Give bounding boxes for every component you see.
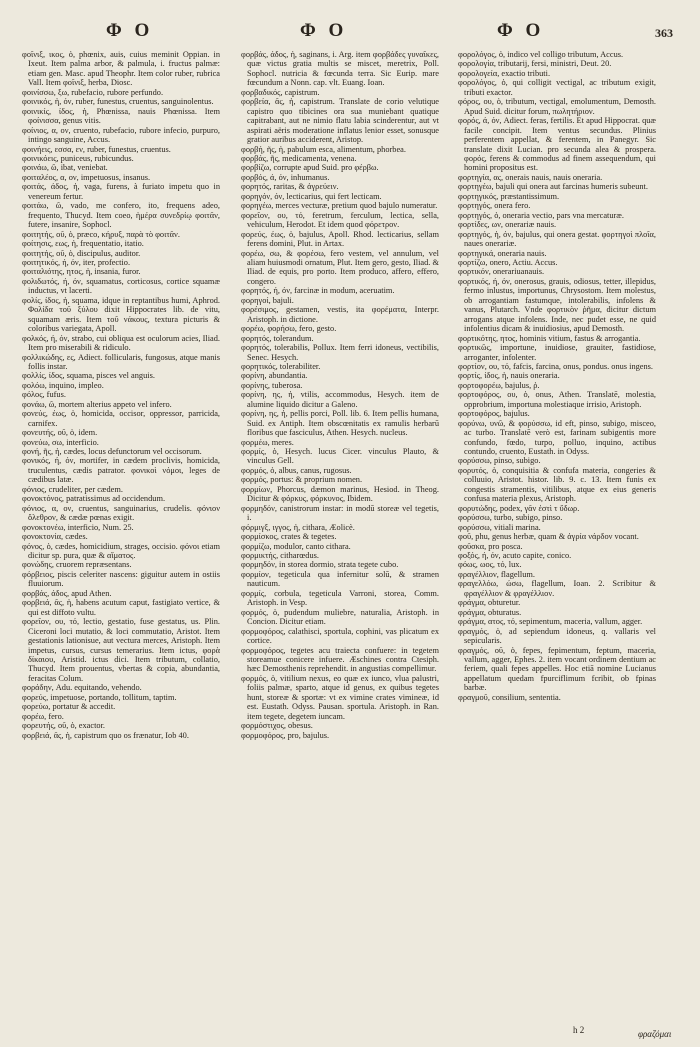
dictionary-entry: φορηγέω, merces vecturæ, pretium quod bajulo numeratur.: [241, 201, 438, 211]
dictionary-entry: φορολογία, tributarij, fersi, ministri, Deut. 20.: [458, 59, 612, 69]
dictionary-entry: φορτηγός, ὁ, oneraria vectio, pars vna mercaturæ.: [458, 210, 624, 220]
dictionary-entry: φορεῖον, ου, τό, feretrum, ferculum, lectica, sella, vehiculum, Herodot. Et idem quod φόρετρον.: [241, 210, 439, 230]
dictionary-entry: φορμίς, ὁ, Hesych. lucus Cicer. vinculus Plauto, & vinculus Gell.: [241, 447, 439, 466]
running-head-right: Φ Ο: [497, 20, 545, 41]
dictionary-entry: φορητός, ή, όν, farcinæ in modum, aceruatim.: [241, 286, 395, 296]
dictionary-entry: φορβαδικός, capistrum.: [241, 87, 320, 97]
dictionary-entry: φορβειά, ᾶς, ἡ, capistrum quo os frænatur, Iob 40.: [22, 730, 189, 740]
dictionary-entry: φορίνη, ης, ἡ, vtilis, accommodus, Hesych. item de alumine liquido dicitur a Galeno.: [241, 390, 439, 409]
dictionary-entry: φορτίδες, ων, onerariæ nauis.: [458, 220, 557, 230]
dictionary-entry: φόρμιγξ, ιγγος, ἡ, cithara, Æolicè.: [241, 522, 355, 532]
dictionary-entry: φονικός, ή, όν, mortifer, in cædem proclivis, homicida, truculentus, cædis patrator. φονικοὶ νόμοι, leges de cædibus latæ.: [22, 456, 220, 485]
dictionary-entry: φοίνιος, α, ον, cruento, rubefacio, rubore infecio, purpuro, intingo sanguine, Accus.: [22, 125, 220, 145]
dictionary-entry: φοράδην, Adu. equitando, vehendo.: [22, 683, 142, 693]
signature-mark: h 2: [573, 1025, 585, 1035]
dictionary-entry: φορεύς, έως, ὁ, bajulus, Apoll. Rhod. lecticarius, sellam ferens domini, Plut. in Artax.: [241, 229, 439, 249]
dictionary-entry: φορμηδόν, canistrorum instar: in modū storeæ vel tegetis, i.: [241, 503, 439, 523]
dictionary-entry: φράγμα, obturatus.: [458, 607, 522, 617]
dictionary-entry: φορεῖον, ου, τό, lectio, gestatio, fuse gestatus, us. Plin. Ciceroni loci mutatio, & loci commutatio, Aristot. Item gestationis lationisue, aut vectura merces, Aristoph. Item impetus, cursus, cursus temerarius. Item ictus, φορὰ δίκαιου, Aristid. ictus dici. Item tributum, collatio, Thucyd. Item prouentus, vbertas & copia, abundantia, feracitas Colum.: [22, 617, 220, 683]
dictionary-entry: φορίνη, abundantia.: [241, 371, 308, 381]
dictionary-entry: φορμίζω, modulor, canto cithara.: [241, 541, 351, 551]
dictionary-entry: φορτηγία, ας, onerais nauis, nauis oneraria.: [458, 172, 603, 182]
dictionary-entry: φόνιος, crudeliter, per cædem.: [22, 484, 123, 494]
dictionary-entry: φράγμα, obturetur.: [458, 598, 521, 608]
dictionary-entry: φολκός, ή, όν, strabo, cui obliqua est oculorum acies, Iliad. Item pro miserabili & ridiculo.: [22, 333, 220, 353]
dictionary-entry: φορμός, ὁ, pudendum muliebre, naturalia, Aristoph. in Concion. Dicitur etiam.: [241, 607, 439, 627]
dictionary-entry: φορτηγικά, oneraria nauis.: [458, 248, 547, 258]
dictionary-entry: φορβάς, άδος, ἡ, saginans, i. Arg. item φορβάδες γυναῖκες, quæ victus gratia multis se miscet, meretrix, Poll. Sophocl. nutricia & fœcunda terra. Sic Eurip. mare fœcundum a Nonn. cap. vlt. Euang. Ioan.: [241, 50, 439, 88]
dictionary-entry: φοινάω, ῶ, ibat, veniebat.: [22, 163, 108, 173]
dictionary-entry: φορμίον, tegeticula qua infernitur solū, & stramen nauticum.: [241, 569, 439, 589]
dictionary-entry: φορύνω, υνῶ, & φορύσσω, id eft, pinso, subigo, misceo, ac turbo. Translatē verò est, farinam subigentis more confundo, fœdo, turpo, polluo, inquino, actibus contundo, cruento, Eustath. in Odyss.: [458, 418, 656, 457]
dictionary-entry: φορβειά, ᾶς, ἡ, habens acutum caput, fastigiato vertice, & qui est diffoto vultu.: [22, 598, 220, 617]
dictionary-entry: φορυτός, ὁ, conquisitia & confufa materia, congeries & colluuio, Aristot. histor. lib. 9. c. 13. Item funis ex congestis stramentis, vitilibus, atque ex eius generis confusa materia plexus, Aristoph.: [458, 465, 656, 504]
dictionary-entry: φορμίσκος, crates & tegetes.: [241, 532, 337, 542]
dictionary-entry: φορευτής, οῦ, ὁ, exactor.: [22, 721, 105, 731]
dictionary-entry: φοιταλιότης, ητος, ἡ, insania, furor.: [22, 267, 141, 277]
dictionary-entry: φορβίζω, corrupte apud Suid. pro φέρβω.: [241, 163, 379, 173]
dictionary-entry: φονοκτονέω, interficio, Num. 25.: [22, 522, 134, 532]
dictionary-entry: φοιταλέος, α, ον, impetuosus, insanus.: [22, 172, 151, 182]
dictionary-entry: φραγμός, ὁ, ad sepiendum idoneus, q. vallaris vel sepicularis.: [458, 626, 656, 646]
dictionary-entry: φραγμός, οῦ, ὁ, fepes, fepimentum, feptum, maceria, vallum, agger, Ephes. 2. item vocant ordinem dentium ac feriem, quali fepes appelles. Hoc etiā nomine Lucianus appellatum quedam fpurciflimum fcribit, ob fpinas barbæ.: [458, 645, 656, 693]
dictionary-entry: φορμοφόρος, tegetes acu traiecta confuere: in tegetem storeamue conicere infuere. Æschines contra Ctesiph. hæc Demosthenis reprehendit. in angustias compellimur.: [241, 645, 439, 674]
dictionary-entry: φοιτητής, οῦ, ὁ, discipulus, auditor.: [22, 248, 141, 258]
dictionary-entry: φοινήεις, εσσα, εν, ruber, funestus, cruentus.: [22, 144, 171, 154]
dictionary-entry: φορτικῶς, importune, inuidiose, grauiter, fastidiose, arroganter, infolenter.: [458, 343, 656, 362]
running-head-center: Φ Ο: [300, 20, 348, 41]
dictionary-entry: φόρβειος, piscis celeriter nascens: giguitur autem in ostiis fluuiorum.: [22, 569, 220, 589]
dictionary-entry: φορτικός, ή, όν, onerosus, grauis, odiosus, tetter, illepidus, fermo inlustus, importunus, Chrysostom. Item molestus, ob arrogantiam fastumque, intolerabilis, infolens & vanus, Plutarch. Vnde φορτικὸν ῥῆμα, dicitur dictum arrogans atque infolens. Inde, nec pudet esse, ne quid infolentius dicam & inuidiosius, apud Demosth.: [458, 276, 656, 334]
dictionary-entry: φορηγόν, όν, lecticarius, qui fert lecticam.: [241, 191, 382, 201]
dictionary-entry: φορίνη, ης, ἡ, pellis porci, Poll. lib. 6. Item pellis humana, Suid. ex Antiph. Item obscœnitatis ex ramulis herbarū floribus que fasciculus, Athen. Hesych. nucleus.: [241, 409, 439, 438]
dictionary-entry: φραγελλόω, ώσω, flagellum, Ioan. 2. Scribitur & φραγέλλιον & φραγέλλιον.: [458, 579, 656, 598]
dictionary-entry: φορτηγέω, bajuli qui onera aut farcinas humeris subeunt.: [458, 182, 648, 192]
dictionary-entry: φοιτάω, ῶ, vado, me confero, ito, frequens adeo, frequento, Thucyd. Item coeo, ἡμέρα συνεδρίῳ φοιτᾶν, futere, insanire, Sophocl.: [22, 201, 220, 230]
dictionary-entry: φορτίζω, onero, Actiu. Accus.: [458, 257, 558, 267]
dictionary-entry: φονεύς, έως, ὁ, homicida, occisor, oppressor, parricida, carnifex.: [22, 409, 220, 428]
running-head-left: Φ Ο: [106, 20, 154, 41]
dictionary-entry: φορολογεία, exactio tributi.: [458, 68, 551, 78]
dictionary-entry: φοιτάς, άδος, ἡ, vaga, furens, à furiato impetu quo in venereum fertur.: [22, 182, 220, 201]
dictionary-entry: φορτίς, ίδος, ἡ, nauis oneraria.: [458, 371, 560, 381]
dictionary-entry: φορητός, tolerandum.: [241, 333, 314, 343]
dictionary-entry: φορμέω, meres.: [241, 437, 294, 447]
dictionary-entry: φορολόγος, ὁ, qui colligit vectigal, ac tributum exigit, tributi exactor.: [458, 78, 656, 97]
dictionary-entry: φολίς, ίδος, ἡ, squama, idque in reptantibus humi, Aphrod. Φολίδα τοῦ ξύλου dixit Hippocrates lib. de vitu, squamam æris. Item τοῦ νάκους, textura picturis & coloribus variegata, Apoll.: [22, 295, 220, 334]
dictionary-entry: φοίτησις, εως, ἡ, frequentatio, itatio.: [22, 239, 144, 249]
dictionary-entry: φορός, ά, όν, Adiect. feras, fertilis. Et apud Hippocrat. quæ facile concipit. Item ventus secundus. Plinius perferentem appellat, & ferentem, in Panegyr. Sic translate dixit Lucian. pro secunda alea & prospera. φορός, ferens & commodus ad finem assequendum, qui homini propositus est.: [458, 116, 656, 173]
dictionary-entry: φόως, ωος, τό, lux.: [458, 560, 522, 570]
column-left: [22, 50, 220, 740]
dictionary-entry: φραγέλλιον, flagellum.: [458, 569, 535, 579]
dictionary-entry: φονοκτονία, cædes.: [22, 532, 88, 542]
dictionary-entry: φορμός, ὁ, albus, canus, rugosus.: [241, 465, 352, 475]
dictionary-entry: φορτοφόρος, bajulus.: [458, 409, 530, 419]
catchword: φραζόμαι: [638, 1029, 672, 1039]
dictionary-entry: φορβός, ά, όν, inhumanus.: [241, 172, 330, 182]
dictionary-entry: φορεύω, portatur & accedit.: [22, 702, 116, 712]
dictionary-entry: φορύσσω, pinso, subigo.: [458, 456, 541, 466]
dictionary-entry: φορέω, φορήσω, fero, gesto.: [241, 324, 337, 334]
dictionary-entry: φορτοφορέω, bajulus, ῥ.: [458, 380, 540, 390]
dictionary-entry: φοῦσκα, pro posca.: [458, 541, 523, 551]
dictionary-entry: φοιτητής, οῦ, ὁ, præco, κήρυξ, παρὰ τὸ φοιτᾶν.: [22, 229, 180, 239]
dictionary-entry: φορύσσω, turbo, subigo, pinso.: [458, 513, 563, 523]
dictionary-entry: φορητός, tolerabilis, Pollux. Item ferri idoneus, vectibilis, Senec. Hesych.: [241, 343, 439, 362]
dictionary-entry: φοινικός, ἡ, όν, ruber, funestus, cruentus, sanguinolentus.: [22, 97, 214, 107]
dictionary-entry: φορυτώδης, podex, γᾶν ἐστὶ τ ὔδωρ.: [458, 503, 580, 513]
dictionary-entry: φορύσσω, vitiali marina.: [458, 522, 541, 532]
page-number: 363: [655, 26, 673, 40]
dictionary-entry: φορμός, portus: & proprium nomen.: [241, 475, 363, 485]
dictionary-entry: φορέσιμος, gestamen, vestis, ita φορέματα, Interpr. Aristoph. in dictione.: [241, 305, 439, 324]
dictionary-entry: φονευτής, οῦ, ὁ, idem.: [22, 428, 98, 438]
dictionary-entry: φόνος, ὁ, cædes, homicidium, strages, occisio. φόνοι etiam dicitur sp. pura, quæ & αἵματος.: [22, 541, 220, 561]
dictionary-entry: φορμοφόρος, pro, bajulus.: [241, 730, 330, 740]
dictionary-entry: φορίνης, tuberosa.: [241, 380, 303, 390]
dictionary-entry: φράγμα, ατος, τό, sepimentum, maceria, vallum, agger.: [458, 617, 643, 627]
dictionary-entry: φόρος, ου, ὁ, tributum, vectigal, emolumentum, Demosth. Apud Suid. dicitur forum, πωλητήριον.: [458, 97, 656, 116]
dictionary-entry: φορεύς, impetuose, portando, tollitum, taptim.: [22, 692, 177, 702]
dictionary-entry: φορτίον, ου, τό, fafcis, farcina, onus, pondus. onus ingens.: [458, 361, 653, 371]
dictionary-entry: φονώδης, cruorem repræsentans.: [22, 560, 132, 570]
dictionary-entry: φορβεία, ᾶς, ἡ, capistrum. Translate de corio velutique capistro quo tibicines ora sua muniebant quatique capitrabant, aut ne nimio flatu labia scinderentur, aut vt aspirati aëris moderatione inflatus lenior esset, sonusque gratior auribus acciderent, Aristop.: [241, 97, 439, 145]
dictionary-entry: φορβάς, ῆς, medicamenta, venena.: [241, 153, 357, 163]
dictionary-entry: φορτηγός, onera fero.: [458, 201, 531, 211]
dictionary-entry: φολιδωτός, ή, όν, squamatus, corticosus, cortice squamæ inductus, vt lacerti.: [22, 276, 220, 296]
dictionary-entry: φολόω, inquino, impleo.: [22, 380, 104, 390]
dictionary-entry: φόλος, fufus.: [22, 390, 66, 400]
dictionary-entry: φορμόστιχος, obesus.: [241, 721, 313, 731]
dictionary-entry: φορητικός, tolerabiliter.: [241, 361, 321, 371]
dictionary-entry: φορτηγός, ἡ, όν, bajulus, qui onera gestat. φορτηγοὶ πλοῖα, naues onerariæ.: [458, 229, 656, 249]
column-right: [458, 50, 656, 702]
dictionary-entry: φολλίς, ίδος, squama, pisces vel anguis.: [22, 371, 155, 381]
running-header: [0, 20, 700, 50]
dictionary-entry: φονάω, ῶ, mortem alterius appeto vel infero.: [22, 399, 172, 409]
dictionary-entry: φορητός, raritas, & ἀγρεύειν.: [241, 182, 339, 192]
dictionary-entry: φορτοφόρος, ου, ὁ, onus, Athen. Translatē, molestia, opprobrium, importuna molestiaque irrisio, Aristoph.: [458, 390, 656, 409]
dictionary-entry: φονεύω, σω, interficio.: [22, 437, 99, 447]
dictionary-entry: φορμίς, corbula, tegeticula Varroni, storea, Comm. Aristoph. in Vesp.: [241, 588, 439, 608]
dictionary-entry: φορμός, ὁ, vitilium nexus, eo quæ ex iunco, vlua palustri, foliis palmæ, sparto, atque id genus, ex quibus tegetes hunt, storeæ & sportæ: vt ex vimine crates vimineæ, id est. Eustath. Odyss. Pausan. sportula. Aristoph. in Ran. item tegete, degetem iuncam.: [241, 673, 439, 721]
dictionary-entry: φορμικτής, citharœdus.: [241, 551, 319, 561]
dictionary-entry: φορβάς, άδος, apud Athen.: [22, 588, 112, 598]
dictionary-entry: φορτικότης, ητος, hominis vitium, fastus & arrogantia.: [458, 333, 641, 343]
dictionary-entry: φονή, ῆς, ἡ, cædes, locus defunctorum vel occisorum.: [22, 447, 202, 457]
dictionary-entry: φορμίων, Phorcus, dæmon marinus, Hesiod. in Theog. Dicitur & φόρκυς, φόρκυνος, Ibidem.: [241, 484, 439, 504]
dictionary-entry: φορβή, ῆς, ἡ, pabulum esca, alimentum, phorbea.: [241, 144, 406, 154]
dictionary-entry: φοῦ, phu, genus herbæ, quam & ἀγρία νάρδον vocant.: [458, 532, 639, 542]
dictionary-entry: φορμηδόν, in storea dormio, strata tegete cubo.: [241, 560, 399, 570]
dictionary-entry: φοινικόεις, puniceus, rubicundus.: [22, 153, 134, 163]
dictionary-entry: φραγμοῦ, consilium, sententia.: [458, 692, 561, 702]
column-middle: [241, 50, 439, 740]
dictionary-entry: φορτηγικός, præstantissimum.: [458, 191, 560, 201]
dictionary-entry: φονοκτόνος, patratissimus ad occidendum.: [22, 494, 166, 504]
dictionary-entry: φόνιος, α, ον, cruentus, sanguinarius, crudelis. φόνιον ὄλεθρον, & cædæ pœnas exigit.: [22, 503, 220, 523]
dictionary-entry: φοινίσσω, ξω, rubefacio, rubore perfundo.: [22, 87, 164, 97]
dictionary-entry: φοῖνιξ, ικος, ὁ, phœnix, auis, cuius meminit Oppian. in Ixeut. Item palma arbor, & palmula, i. fructus palmæ: etiam gen. Masc. apud Theophr. Item color ruber, rubrica Vall. Item φοῖνιξ, herba, Diosc.: [22, 50, 220, 88]
dictionary-entry: φορηγοί, bajuli.: [241, 295, 294, 305]
dictionary-entry: φοινικίς, ίδος, ἡ, Phœnissa, nauis Phœnissa. Item φοίνισσα, genus vitis.: [22, 106, 220, 126]
dictionary-entry: φορτικόν, onerariuanauis.: [458, 267, 545, 277]
dictionary-entry: φοιτητικός, ή, όν, iter, profectio.: [22, 257, 131, 267]
dictionary-entry: φορμοφόρος, calathisci, sportula, cophini, vas plicatum ex cortice.: [241, 626, 439, 646]
dictionary-entry: φορολόγος, ὁ, indico vel colligo tributum, Accus.: [458, 50, 624, 59]
dictionary-entry: φορέω, fero.: [22, 711, 64, 721]
dictionary-entry: φολλικώδης, ες, Adiect. follicularis, fungosus, atque manis follis instar.: [22, 352, 220, 371]
dictionary-entry: φορέω, σω, & φορέσω, fero vestem, vel annulum, vel aliam huiusmodi ornatum, Plut. Item gero, gesto, Iliad. & Iliad. de equis, pro porto. Item produco, affero, effero, congero.: [241, 248, 439, 286]
dictionary-entry: φοξός, ή, όν, acuto capite, conico.: [458, 551, 572, 561]
